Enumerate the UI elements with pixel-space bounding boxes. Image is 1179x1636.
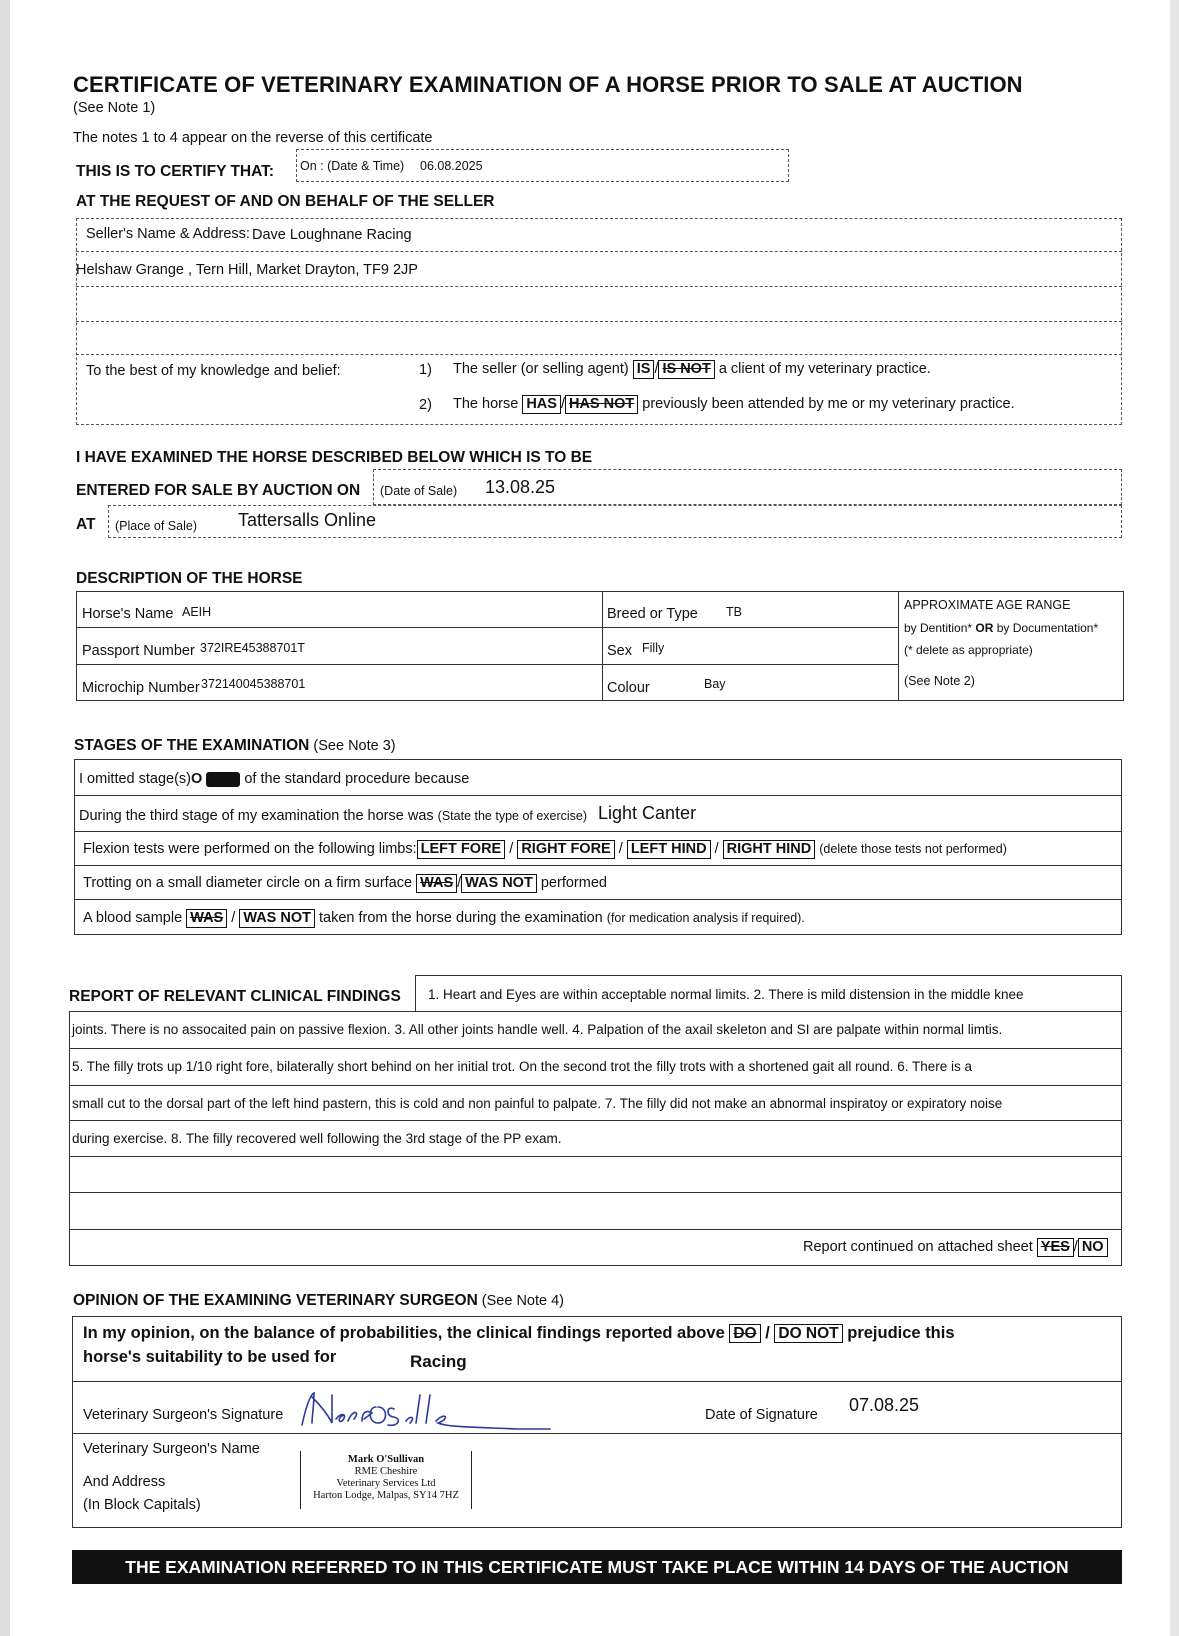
- age-documentation: by Documentation*: [996, 621, 1099, 635]
- vet-address-label: And Address: [83, 1474, 166, 1490]
- signature-image: [298, 1387, 556, 1431]
- flexion-sep: /: [714, 841, 719, 857]
- flexion-sep: /: [509, 841, 514, 857]
- scan-left-edge: [0, 0, 10, 1636]
- seller-heading: AT THE REQUEST OF AND ON BEHALF OF THE SELLER: [76, 193, 495, 210]
- omitted-tail: of the standard procedure because: [244, 771, 470, 787]
- exam-date-value: 06.08.2025: [420, 159, 483, 173]
- blood-line: A blood sample WAS / WAS NOT taken from the horse during the examination (for medication analysis if required).: [83, 910, 805, 926]
- item2-tail: previously been attended by me or my veterinary practice.: [642, 396, 1015, 412]
- trot-line: Trotting on a small diameter circle on a firm surface WAS / WAS NOT performed: [83, 875, 607, 891]
- block-capitals-label: (In Block Capitals): [83, 1497, 201, 1513]
- colour-label: Colour: [607, 680, 650, 696]
- opinion-heading: OPINION OF THE EXAMINING VETERINARY SURGEON: [73, 1292, 478, 1309]
- item2-number: 2): [419, 397, 432, 413]
- stamp-line: Mark O'Sullivan: [347, 1454, 425, 1465]
- stamp-line: Veterinary Services Ltd: [336, 1478, 436, 1489]
- report-line[interactable]: 5. The filly trots up 1/10 right fore, bilaterally short behind on her initial trot. On the second trot the filly trots with a shortened gait all round. 6. There is a: [72, 1059, 972, 1074]
- horse-name-label: Horse's Name: [82, 606, 174, 622]
- belief-label: To the best of my knowledge and belief:: [86, 363, 341, 379]
- flexion-right-fore[interactable]: RIGHT FORE: [517, 840, 614, 859]
- opinion-tail: prejudice this: [847, 1324, 955, 1342]
- is-not-option[interactable]: IS NOT: [658, 360, 714, 379]
- scan-right-edge: [1170, 0, 1179, 1636]
- age-or: OR: [975, 621, 994, 635]
- age-method-line: [904, 621, 1098, 635]
- trot-was-not-option[interactable]: WAS NOT: [461, 874, 537, 893]
- table-col-line: [602, 591, 603, 701]
- opinion-row-line: [72, 1433, 1122, 1434]
- report-row-line: [69, 1229, 1122, 1230]
- stages-heading: STAGES OF THE EXAMINATION: [74, 737, 310, 754]
- certify-label: THIS IS TO CERTIFY THAT:: [76, 163, 275, 180]
- item1-tail: a client of my veterinary practice.: [718, 361, 931, 377]
- seller-divider: [76, 251, 1122, 252]
- age-see-note: (See Note 2): [904, 674, 975, 688]
- report-row-line: [69, 1048, 1122, 1049]
- colour-value[interactable]: Bay: [704, 677, 726, 691]
- redaction-scribble: [206, 772, 240, 787]
- continued-label: Report continued on attached sheet: [803, 1239, 1033, 1255]
- continued-sep: /: [1073, 1239, 1078, 1255]
- item1-sep: /: [654, 361, 659, 377]
- blood-label: A blood sample: [83, 910, 183, 926]
- horse-name-value[interactable]: AEIH: [182, 605, 212, 619]
- stamp-line: RME Cheshire: [354, 1466, 418, 1477]
- item2-line: [453, 395, 1015, 414]
- table-row-line: [76, 664, 898, 665]
- passport-label: Passport Number: [82, 643, 195, 659]
- use-value[interactable]: Racing: [410, 1352, 467, 1371]
- age-heading: APPROXIMATE AGE RANGE: [904, 598, 1071, 612]
- exercise-value[interactable]: Light Canter: [598, 803, 697, 823]
- stages-row-line: [74, 795, 1122, 796]
- breed-value[interactable]: TB: [726, 605, 742, 619]
- has-option[interactable]: HAS: [522, 395, 561, 414]
- report-row-line: [69, 1120, 1122, 1121]
- has-not-option[interactable]: HAS NOT: [565, 395, 638, 414]
- item2-text: The horse: [453, 396, 519, 412]
- opinion-see-note: (See Note 4): [481, 1293, 565, 1309]
- trot-was-option[interactable]: WAS: [416, 874, 457, 893]
- exam-date-field[interactable]: [296, 149, 789, 182]
- sale-date-field[interactable]: [373, 469, 1122, 505]
- exam-heading: I HAVE EXAMINED THE HORSE DESCRIBED BELOW WHICH IS TO BE: [76, 449, 593, 466]
- trot-tail: performed: [540, 875, 607, 891]
- continued-no-option[interactable]: NO: [1078, 1238, 1108, 1257]
- signature-label: Veterinary Surgeon's Signature: [83, 1407, 284, 1423]
- sex-value[interactable]: Filly: [642, 641, 665, 655]
- continued-yes-option[interactable]: YES: [1037, 1238, 1074, 1257]
- item1-line: [453, 360, 931, 379]
- age-dentition: by Dentition*: [904, 621, 973, 635]
- seller-address-value[interactable]: Helshaw Grange , Tern Hill, Market Drayton, TF9 2JP: [76, 262, 418, 278]
- item1-text: The seller (or selling agent): [453, 361, 629, 377]
- seller-divider: [76, 354, 1122, 355]
- item2-sep: /: [560, 396, 565, 412]
- at-label: AT: [76, 516, 96, 533]
- blood-was-option[interactable]: WAS: [186, 909, 227, 928]
- blood-small: (for medication analysis if required).: [606, 911, 805, 925]
- blood-was-not-option[interactable]: WAS NOT: [239, 909, 315, 928]
- table-col-line: [898, 591, 899, 701]
- report-line[interactable]: 1. Heart and Eyes are within acceptable normal limits. 2. There is mild distension in the middle knee: [428, 987, 1024, 1002]
- exam-date-label: On : (Date & Time): [300, 159, 405, 173]
- sale-date-value: 13.08.25: [485, 477, 556, 497]
- vet-name-label: Veterinary Surgeon's Name: [83, 1441, 260, 1457]
- footer-banner: THE EXAMINATION REFERRED TO IN THIS CERTIFICATE MUST TAKE PLACE WITHIN 14 DAYS OF THE AUCTION: [72, 1550, 1122, 1584]
- stamp-line: Harton Lodge, Malpas, SY14 7HZ: [313, 1490, 459, 1501]
- sale-date-label: (Date of Sale): [380, 484, 458, 498]
- report-row-line: [69, 1192, 1122, 1193]
- trot-label: Trotting on a small diameter circle on a firm surface: [83, 875, 413, 891]
- report-row-line: [69, 1156, 1122, 1157]
- continued-line: [803, 1238, 1108, 1257]
- flexion-right-hind[interactable]: RIGHT HIND: [723, 840, 816, 859]
- omitted-line: I omitted stage(s)O of the standard procedure because: [79, 771, 470, 787]
- date-signature-label: Date of Signature: [705, 1407, 818, 1423]
- seller-name-value[interactable]: Dave Loughnane Racing: [252, 227, 412, 243]
- stages-heading-line: [74, 737, 396, 755]
- sex-label: Sex: [607, 643, 632, 659]
- flexion-note: (delete those tests not performed): [819, 842, 1007, 856]
- age-delete-note: (* delete as appropriate): [904, 643, 1033, 657]
- opinion-do-not-option[interactable]: DO NOT: [774, 1324, 842, 1343]
- breed-label: Breed or Type: [607, 606, 698, 622]
- microchip-value[interactable]: 372140045388701: [201, 677, 306, 691]
- stages-row-line: [74, 899, 1122, 900]
- certificate-title: CERTIFICATE OF VETERINARY EXAMINATION OF A HORSE PRIOR TO SALE AT AUCTION: [73, 72, 1023, 97]
- third-stage-small: (State the type of exercise): [437, 809, 588, 823]
- date-signature-value[interactable]: 07.08.25: [849, 1395, 920, 1415]
- sale-place-field[interactable]: [108, 505, 1122, 538]
- flexion-left-hind[interactable]: LEFT HIND: [627, 840, 711, 859]
- third-stage-label: During the third stage of my examination the horse was: [79, 808, 434, 824]
- third-stage-line: [79, 808, 587, 824]
- flexion-label: Flexion tests were performed on the following limbs:: [83, 841, 417, 857]
- item1-number: 1): [419, 362, 432, 378]
- table-row-line: [76, 627, 898, 628]
- opinion-text: In my opinion, on the balance of probabilities, the clinical findings reported above: [83, 1324, 725, 1342]
- flexion-left-fore[interactable]: LEFT FORE: [417, 840, 506, 859]
- microchip-label: Microchip Number: [82, 680, 200, 696]
- report-heading: REPORT OF RELEVANT CLINICAL FINDINGS: [69, 988, 401, 1005]
- opinion-do-option[interactable]: DO: [729, 1324, 760, 1343]
- sale-place-value: Tattersalls Online: [238, 510, 377, 530]
- seller-divider: [76, 321, 1122, 322]
- report-line[interactable]: joints. There is no assocaited pain on passive flexion. 3. All other joints handle well. 4. Palpation of the axail skeleton and SI are palpate within normal limtis.: [72, 1022, 1003, 1037]
- seller-name-label: Seller's Name & Address:: [86, 226, 250, 242]
- report-line[interactable]: during exercise. 8. The filly recovered well following the 3rd stage of the PP exam.: [72, 1131, 562, 1146]
- opinion-heading-line: [73, 1292, 564, 1310]
- sale-place-label: (Place of Sale): [115, 519, 197, 533]
- opinion-row-line: [72, 1381, 1122, 1382]
- seller-divider: [76, 286, 1122, 287]
- description-heading: DESCRIPTION OF THE HORSE: [76, 570, 303, 587]
- auction-heading: ENTERED FOR SALE BY AUCTION ON: [76, 482, 361, 499]
- omitted-label: I omitted stage(s): [79, 771, 192, 787]
- is-option[interactable]: IS: [633, 360, 655, 379]
- stages-row-line: [74, 865, 1122, 866]
- opinion-text-line2: horse's suitability to be used for: [83, 1348, 337, 1366]
- report-line[interactable]: small cut to the dorsal part of the left hind pastern, this is cold and non painful to palpate. 7. The filly did not make an abnormal inspiratoy or expiratory noise: [72, 1096, 1003, 1111]
- opinion-text-line: [83, 1324, 955, 1343]
- stages-see-note: (See Note 3): [313, 738, 396, 754]
- opinion-sep: /: [765, 1324, 770, 1342]
- stages-row-line: [74, 831, 1122, 832]
- blood-tail: taken from the horse during the examination: [319, 910, 603, 926]
- see-note-1: (See Note 1): [73, 100, 156, 116]
- report-row-line: [69, 1085, 1122, 1086]
- flexion-sep: /: [618, 841, 623, 857]
- passport-value[interactable]: 372IRE45388701T: [200, 641, 305, 655]
- notes-text: The notes 1 to 4 appear on the reverse of this certificate: [73, 130, 433, 146]
- vet-address-stamp: [300, 1451, 472, 1509]
- flexion-line: [83, 840, 1007, 859]
